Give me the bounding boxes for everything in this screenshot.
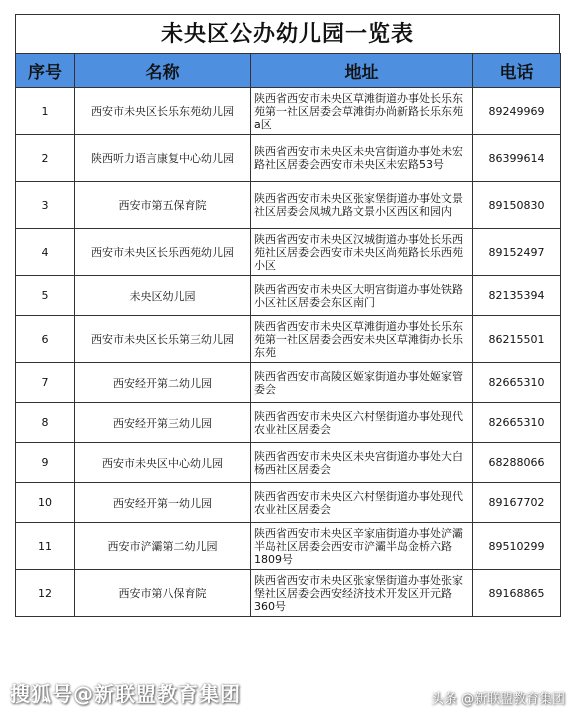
table-row [16, 276, 561, 316]
cell-phone: 89168865 [473, 570, 561, 617]
cell-no: 9 [16, 443, 75, 483]
cell-address: 陕西省西安市未央区草滩街道办事处长乐东苑第一社区居委会西安未央区草滩街办长乐东苑 [251, 316, 473, 363]
cell-phone: 89510299 [473, 523, 561, 570]
cell-name: 西安市第八保育院 [75, 570, 251, 617]
cell-name: 西安市未央区中心幼儿园 [75, 443, 251, 483]
cell-no: 6 [16, 316, 75, 363]
table-body [16, 88, 561, 617]
cell-no: 11 [16, 523, 75, 570]
cell-address: 陕西省西安市未央区张家堡街道办事处张家堡社区居委会西安经济技术开发区开元路360号 [251, 570, 473, 617]
cell-no: 5 [16, 276, 75, 316]
cell-phone: 89152497 [473, 229, 561, 276]
header-no: 序号 [16, 54, 75, 88]
header-name: 名称 [75, 54, 251, 88]
cell-phone: 82665310 [473, 403, 561, 443]
cell-name: 西安市未央区长乐第三幼儿园 [75, 316, 251, 363]
cell-name: 西安市浐灞第二幼儿园 [75, 523, 251, 570]
table-row [16, 135, 561, 182]
cell-no: 12 [16, 570, 75, 617]
cell-address: 陕西省西安市未央区张家堡街道办事处文景社区居委会凤城九路文景小区西区和园内 [251, 182, 473, 229]
cell-address: 陕西省西安市未央区大明宫街道办事处铁路小区社区居委会东区南门 [251, 276, 473, 316]
table-row [16, 182, 561, 229]
cell-no: 2 [16, 135, 75, 182]
cell-name: 未央区幼儿园 [75, 276, 251, 316]
cell-name: 陕西听力语言康复中心幼儿园 [75, 135, 251, 182]
table-row [16, 88, 561, 135]
kindergarten-table [15, 53, 561, 617]
cell-name: 西安经开第一幼儿园 [75, 483, 251, 523]
header-phone: 电话 [473, 54, 561, 88]
cell-name: 西安市未央区长乐西苑幼儿园 [75, 229, 251, 276]
watermark: 搜狐号@新联盟教育集团 [10, 682, 241, 706]
cell-name: 西安经开第二幼儿园 [75, 363, 251, 403]
cell-phone: 86215501 [473, 316, 561, 363]
cell-phone: 82135394 [473, 276, 561, 316]
table-row [16, 403, 561, 443]
table-header-row [16, 54, 561, 88]
table-row [16, 570, 561, 617]
cell-no: 1 [16, 88, 75, 135]
cell-phone: 68288066 [473, 443, 561, 483]
cell-address: 陕西省西安市未央区未央宫街道办事处未宏路社区居委会西安市未央区未宏路53号 [251, 135, 473, 182]
source-credit: 头条 @新联盟教育集团 [430, 692, 565, 707]
cell-phone: 89249969 [473, 88, 561, 135]
cell-phone: 82665310 [473, 363, 561, 403]
cell-address: 陕西省西安市未央区草滩街道办事处长乐东苑第一社区居委会草滩街办尚新路长乐东苑a区 [251, 88, 473, 135]
header-address: 地址 [251, 54, 473, 88]
table-row [16, 443, 561, 483]
cell-no: 4 [16, 229, 75, 276]
table-row [16, 229, 561, 276]
table-row [16, 363, 561, 403]
cell-address: 陕西省西安市高陵区姬家街道办事处姬家管委会 [251, 363, 473, 403]
cell-phone: 89150830 [473, 182, 561, 229]
cell-no: 7 [16, 363, 75, 403]
cell-no: 3 [16, 182, 75, 229]
table-row [16, 316, 561, 363]
cell-address: 陕西省西安市未央区六村堡街道办事处现代农业社区居委会 [251, 403, 473, 443]
cell-no: 8 [16, 403, 75, 443]
cell-phone: 89167702 [473, 483, 561, 523]
cell-address: 陕西省西安市未央区未央宫街道办事处大白杨西社区居委会 [251, 443, 473, 483]
cell-address: 陕西省西安市未央区辛家庙街道办事处浐灞半岛社区居委会西安市浐灞半岛金桥六路1809号 [251, 523, 473, 570]
page-title: 未央区公办幼儿园一览表 [15, 14, 560, 53]
cell-no: 10 [16, 483, 75, 523]
cell-name: 西安市第五保育院 [75, 182, 251, 229]
cell-name: 西安市未央区长乐东苑幼儿园 [75, 88, 251, 135]
cell-address: 陕西省西安市未央区六村堡街道办事处现代农业社区居委会 [251, 483, 473, 523]
table-row [16, 483, 561, 523]
table-row [16, 523, 561, 570]
cell-phone: 86399614 [473, 135, 561, 182]
cell-address: 陕西省西安市未央区汉城街道办事处长乐西苑社区居委会西安市未央区尚苑路长乐西苑小区 [251, 229, 473, 276]
cell-name: 西安经开第三幼儿园 [75, 403, 251, 443]
table-container [15, 14, 560, 617]
